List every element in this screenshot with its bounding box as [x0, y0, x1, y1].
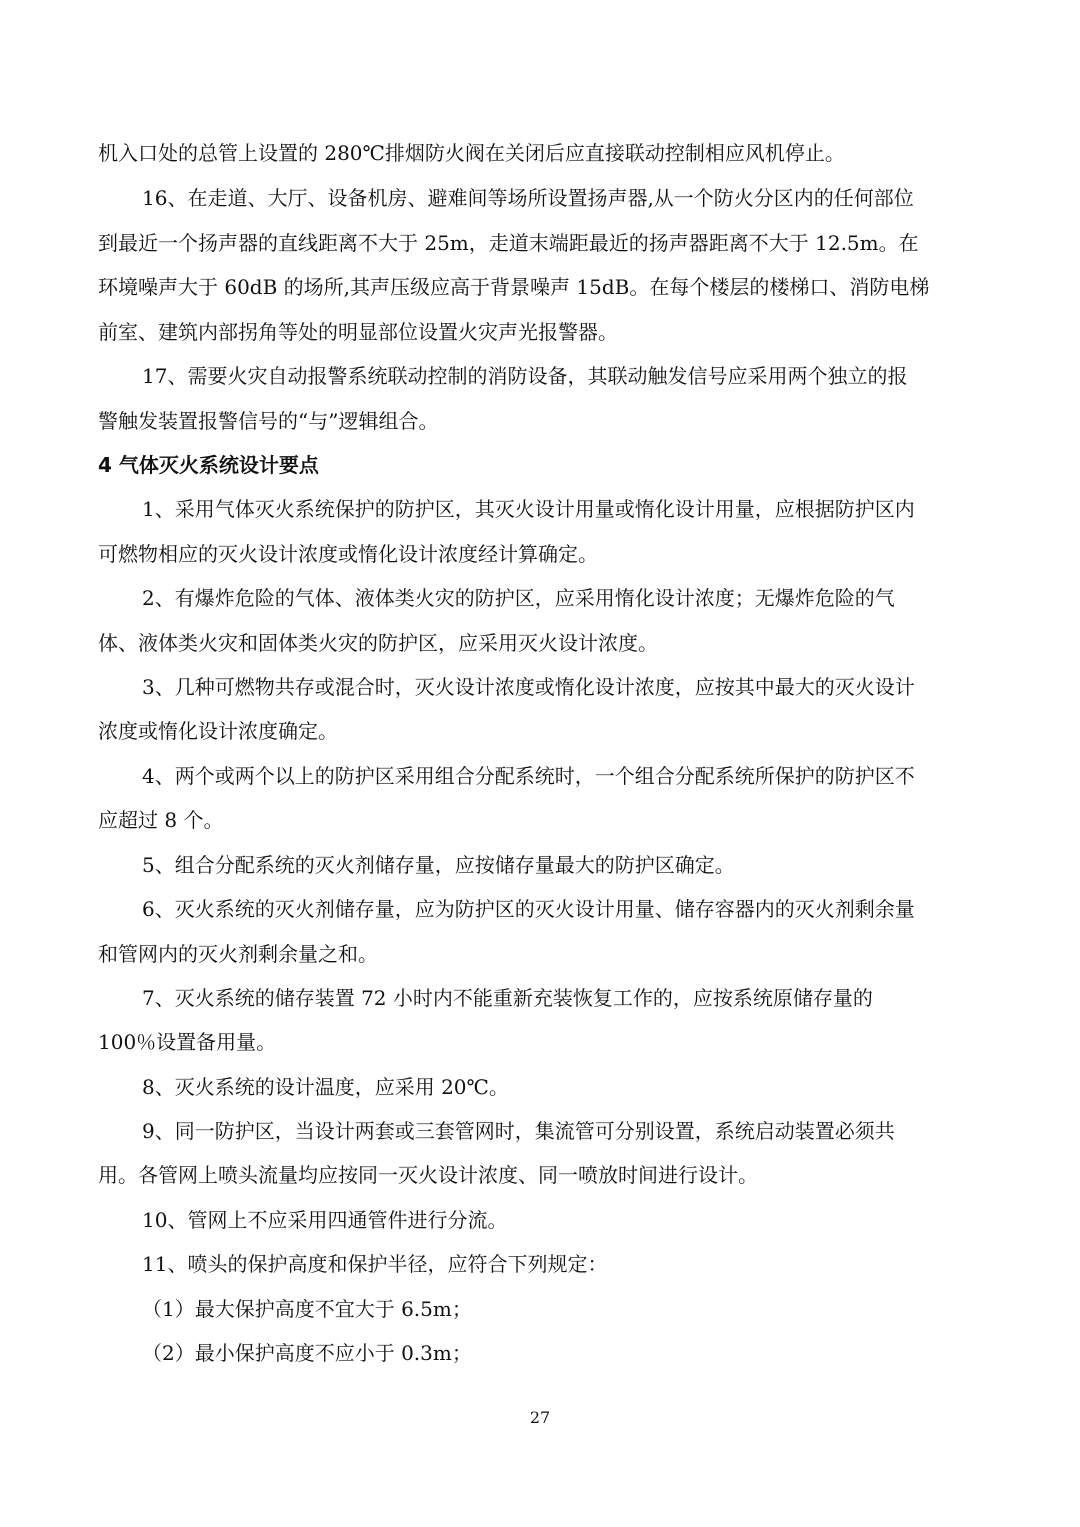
- text-line: 11、喷头的保护高度和保护半径，应符合下列规定：: [142, 1252, 608, 1276]
- text-line: 10、管网上不应采用四通管件进行分流。: [142, 1208, 508, 1232]
- text-line: 100％设置备用量。: [98, 1030, 277, 1054]
- text-line: 16、在走道、大厅、设备机房、避难间等场所设置扬声器,从一个防火分区内的任何部位: [142, 186, 914, 210]
- text-line: 用。各管网上喷头流量均应按同一灭火设计浓度、同一喷放时间进行设计。: [98, 1163, 758, 1187]
- text-line: 警触发装置报警信号的“与”逻辑组合。: [98, 409, 439, 433]
- text-line: 应超过 8 个。: [98, 808, 224, 832]
- text-line: 17、需要火灾自动报警系统联动控制的消防设备，其联动触发信号应采用两个独立的报: [142, 364, 908, 388]
- text-line: 体、液体类火灾和固体类火灾的防护区，应采用灭火设计浓度。: [98, 631, 658, 655]
- text-line: 9、同一防护区，当设计两套或三套管网时，集流管可分别设置，系统启动装置必须共: [142, 1119, 895, 1143]
- text-line: （1）最大保护高度不宜大于 6.5m；: [142, 1297, 472, 1321]
- text-line: 5、组合分配系统的灭火剂储存量，应按储存量最大的防护区确定。: [142, 853, 735, 877]
- page-number: 27: [529, 1408, 551, 1427]
- text-line: 到最近一个扬声器的直线距离不大于 25m，走道末端距最近的扬声器距离不大于 12.5m。在: [98, 231, 919, 255]
- text-line: （2）最小保护高度不应小于 0.3m；: [142, 1341, 472, 1365]
- text-line: 前室、建筑内部拐角等处的明显部位设置火灾声光报警器。: [98, 320, 618, 344]
- text-line: 8、灭火系统的设计温度，应采用 20℃。: [142, 1075, 509, 1099]
- text-line: 7、灭火系统的储存装置 72 小时内不能重新充装恢复工作的，应按系统原储存量的: [142, 986, 873, 1010]
- text-line: 和管网内的灭火剂剩余量之和。: [98, 942, 378, 966]
- section-heading: 4 气体灭火系统设计要点: [98, 453, 319, 477]
- text-line: 可燃物相应的灭火设计浓度或惰化设计浓度经计算确定。: [98, 542, 598, 566]
- text-line: 2、有爆炸危险的气体、液体类火灾的防护区，应采用惰化设计浓度；无爆炸危险的气: [142, 586, 895, 610]
- text-line: 3、几种可燃物共存或混合时，灭火设计浓度或惰化设计浓度，应按其中最大的灭火设计: [142, 675, 915, 699]
- text-line: 4、两个或两个以上的防护区采用组合分配系统时，一个组合分配系统所保护的防护区不: [142, 764, 915, 788]
- text-line: 1、采用气体灭火系统保护的防护区，其灭火设计用量或惰化设计用量，应根据防护区内: [142, 497, 915, 521]
- text-line: 浓度或惰化设计浓度确定。: [98, 719, 338, 743]
- text-line: 环境噪声大于 60dB 的场所,其声压级应高于背景噪声 15dB。在每个楼层的楼梯口、消防电梯: [98, 275, 930, 299]
- text-line: 6、灭火系统的灭火剂储存量，应为防护区的灭火设计用量、储存容器内的灭火剂剩余量: [142, 897, 915, 921]
- text-line: 机入口处的总管上设置的 280℃排烟防火阀在关闭后应直接联动控制相应风机停止。: [98, 141, 845, 165]
